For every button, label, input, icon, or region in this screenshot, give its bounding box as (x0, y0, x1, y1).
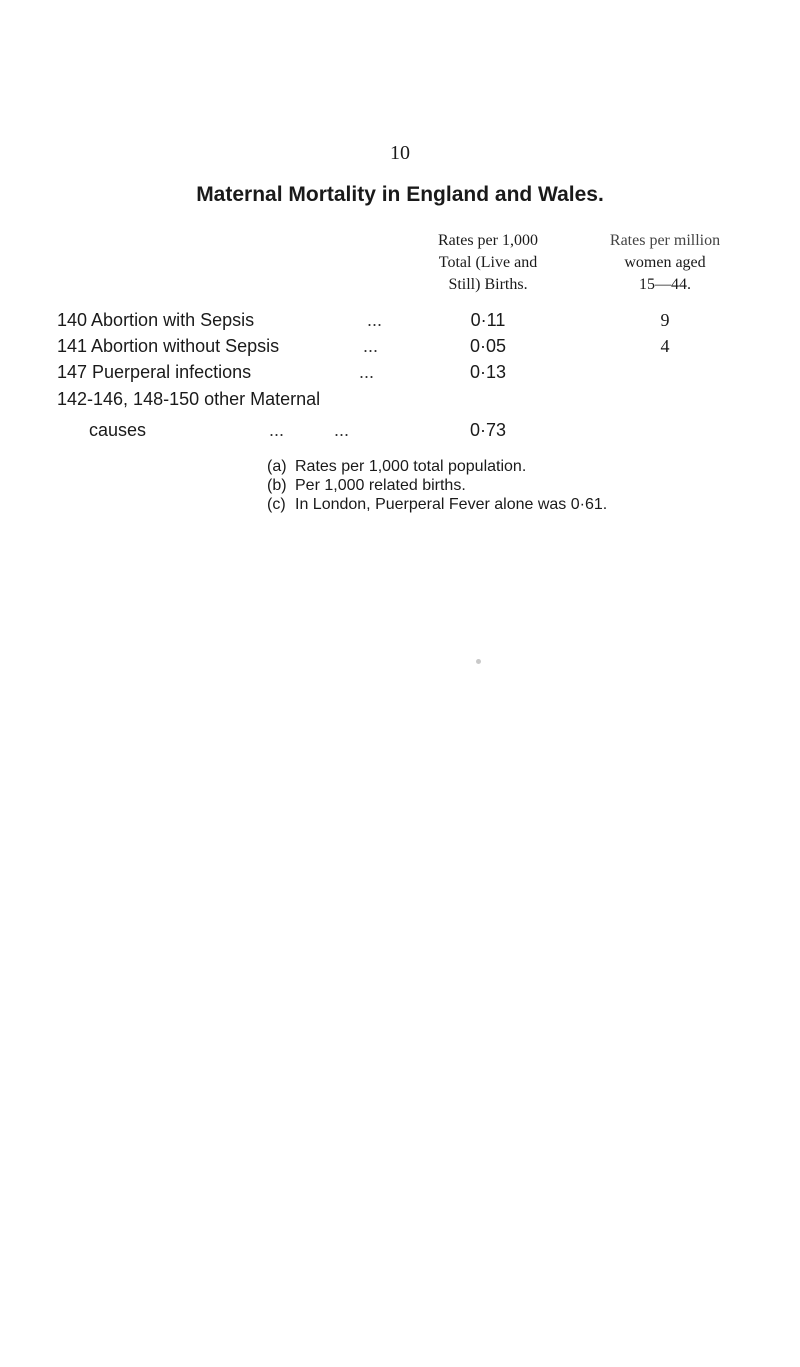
column-header-line: 15—44. (639, 276, 691, 293)
table-row-label (57, 336, 379, 357)
footnote (267, 457, 607, 476)
rate-births-value: 0·13 (469, 362, 507, 382)
table-row-label (57, 389, 320, 410)
footnote (267, 495, 607, 514)
column-header-line: Rates per 1,000 (438, 232, 538, 249)
leader-dots: ... (363, 336, 379, 356)
rate-births-value: 0·05 (469, 336, 507, 356)
leader-dots: ... (359, 362, 375, 382)
rate-million-value: 9 (660, 310, 670, 330)
rate-births-value: 0·73 (469, 420, 507, 440)
column-header-rates-per-1000-births (388, 230, 588, 296)
rate-million-value: 4 (660, 336, 670, 356)
column-header-line: Still) Births. (448, 276, 528, 293)
rate-births-value: 0·11 (470, 310, 506, 330)
leader-dots: ... ... (269, 420, 350, 440)
leader-dots: ... (367, 310, 383, 330)
table-row-label (89, 420, 350, 441)
page-number: 10 (390, 142, 410, 164)
row-label-text: 140 Abortion with Sepsis (57, 310, 255, 330)
column-header-line: women aged (624, 254, 706, 271)
paper-speck (476, 659, 481, 664)
row-label-text: 147 Puerperal infections (57, 362, 252, 382)
row-label-text: 141 Abortion without Sepsis (57, 336, 280, 356)
row-label-text: causes (89, 420, 147, 440)
footnote-mark: (c) (267, 496, 286, 513)
footnote-mark: (b) (267, 477, 287, 494)
footnote-text: In London, Puerperal Fever alone was 0·61. (295, 496, 608, 513)
page-title: Maternal Mortality in England and Wales. (196, 183, 604, 206)
footnotes (267, 457, 607, 514)
row-label-text: 142-146, 148-150 other Maternal (57, 389, 321, 409)
footnote-text: Rates per 1,000 total population. (295, 458, 527, 475)
column-header-rates-per-million-women (570, 230, 760, 296)
footnote-mark: (a) (267, 458, 287, 475)
footnote (267, 476, 607, 495)
footnote-text: Per 1,000 related births. (295, 477, 466, 494)
table-row-label (57, 310, 383, 331)
table-row-label (57, 362, 375, 383)
column-header-line: Total (Live and (438, 254, 538, 271)
column-header-line: Rates per million (609, 232, 721, 249)
